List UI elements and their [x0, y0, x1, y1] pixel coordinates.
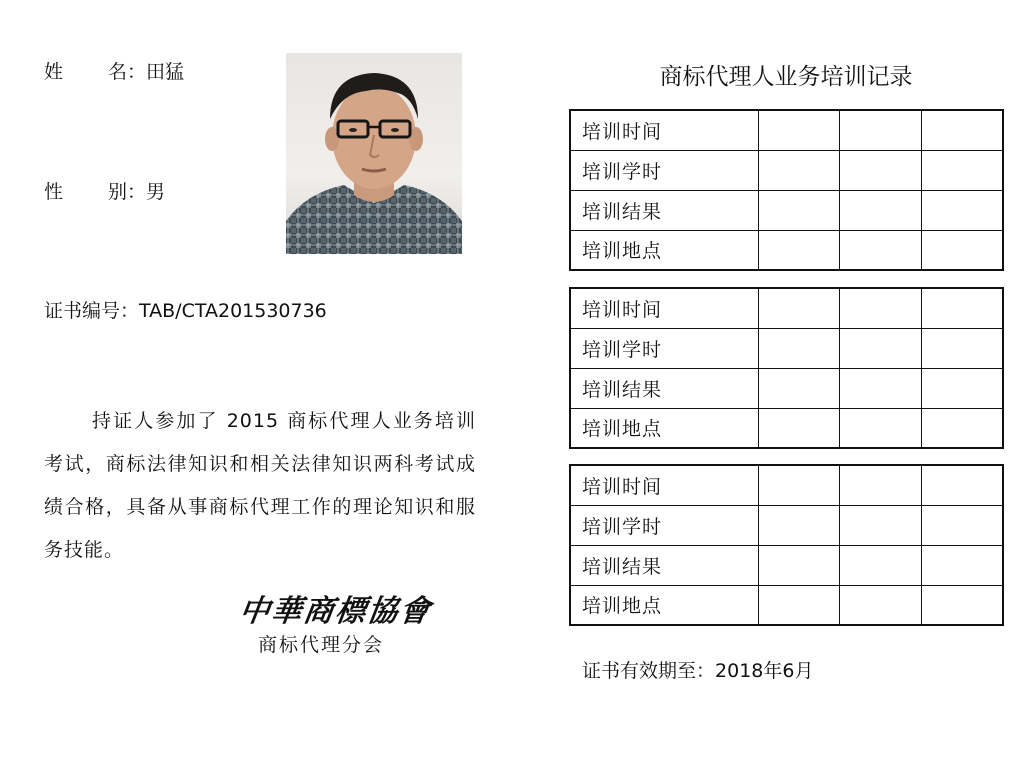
validity-value: 2018年6月 — [715, 660, 814, 682]
table-row — [570, 288, 1003, 328]
table-cell — [840, 328, 922, 368]
validity-date — [582, 656, 813, 683]
cert-value: TAB/CTA201530736 — [139, 300, 327, 322]
table-row — [570, 230, 1003, 270]
certificate-number — [44, 296, 327, 323]
gender-value: 男 — [146, 181, 166, 203]
table-cell — [758, 465, 840, 505]
table-cell — [758, 368, 840, 408]
row-label: 培训地点 — [570, 585, 758, 625]
table-cell — [921, 328, 1003, 368]
table-cell — [840, 368, 922, 408]
table-row — [570, 150, 1003, 190]
table-row — [570, 408, 1003, 448]
row-label: 培训结果 — [570, 368, 758, 408]
row-label: 培训学时 — [570, 505, 758, 545]
table-cell — [921, 545, 1003, 585]
training-record-block-3 — [569, 464, 1004, 626]
table-cell — [758, 505, 840, 545]
validity-label: 证书有效期至： — [582, 660, 716, 682]
table-cell — [758, 150, 840, 190]
gender-label-2: 别： — [108, 181, 147, 203]
table-cell — [758, 110, 840, 150]
name-field — [44, 57, 184, 84]
table-cell — [921, 150, 1003, 190]
row-label: 培训地点 — [570, 408, 758, 448]
row-label: 培训时间 — [570, 288, 758, 328]
table-row — [570, 190, 1003, 230]
training-record-block-2 — [569, 287, 1004, 449]
table-cell — [840, 150, 922, 190]
table-cell — [758, 328, 840, 368]
gender-label: 性 — [44, 181, 64, 203]
name-label: 姓 — [44, 61, 64, 83]
table-row — [570, 110, 1003, 150]
training-record-block-1 — [569, 109, 1004, 271]
table-row — [570, 368, 1003, 408]
table-row — [570, 465, 1003, 505]
table-cell — [758, 545, 840, 585]
table-row — [570, 545, 1003, 585]
name-label-2: 名： — [108, 61, 147, 83]
row-label: 培训结果 — [570, 545, 758, 585]
table-cell — [921, 368, 1003, 408]
row-label: 培训学时 — [570, 328, 758, 368]
table-cell — [921, 465, 1003, 505]
table-cell — [840, 288, 922, 328]
table-cell — [840, 110, 922, 150]
table-cell — [758, 288, 840, 328]
table-cell — [758, 585, 840, 625]
row-label: 培训结果 — [570, 190, 758, 230]
table-cell — [840, 190, 922, 230]
table-cell — [921, 585, 1003, 625]
table-cell — [921, 288, 1003, 328]
row-label: 培训学时 — [570, 150, 758, 190]
holder-photo — [286, 53, 462, 254]
table-cell — [758, 190, 840, 230]
table-cell — [921, 110, 1003, 150]
table-row — [570, 585, 1003, 625]
row-label: 培训地点 — [570, 230, 758, 270]
branch-name: 商标代理分会 — [258, 634, 385, 656]
association-signature: 中華商標協會 — [237, 594, 434, 629]
table-row — [570, 505, 1003, 545]
gender-field — [44, 177, 165, 204]
portrait-image — [286, 53, 462, 254]
table-cell — [921, 190, 1003, 230]
certification-statement: 持证人参加了 2015 商标代理人业务培训考试，商标法律知识和相关法律知识两科考试成绩合格，具备从事商标代理工作的理论知识和服务技能。 — [44, 410, 476, 561]
table-cell — [840, 408, 922, 448]
table-cell — [758, 230, 840, 270]
row-label: 培训时间 — [570, 465, 758, 505]
table-cell — [840, 505, 922, 545]
table-cell — [921, 505, 1003, 545]
table-cell — [758, 408, 840, 448]
table-cell — [840, 230, 922, 270]
table-cell — [840, 585, 922, 625]
row-label: 培训时间 — [570, 110, 758, 150]
table-row — [570, 328, 1003, 368]
table-cell — [840, 465, 922, 505]
table-cell — [921, 230, 1003, 270]
record-title: 商标代理人业务培训记录 — [659, 64, 913, 90]
table-cell — [921, 408, 1003, 448]
cert-label: 证书编号： — [44, 300, 140, 322]
name-value: 田猛 — [146, 61, 185, 83]
table-cell — [840, 545, 922, 585]
